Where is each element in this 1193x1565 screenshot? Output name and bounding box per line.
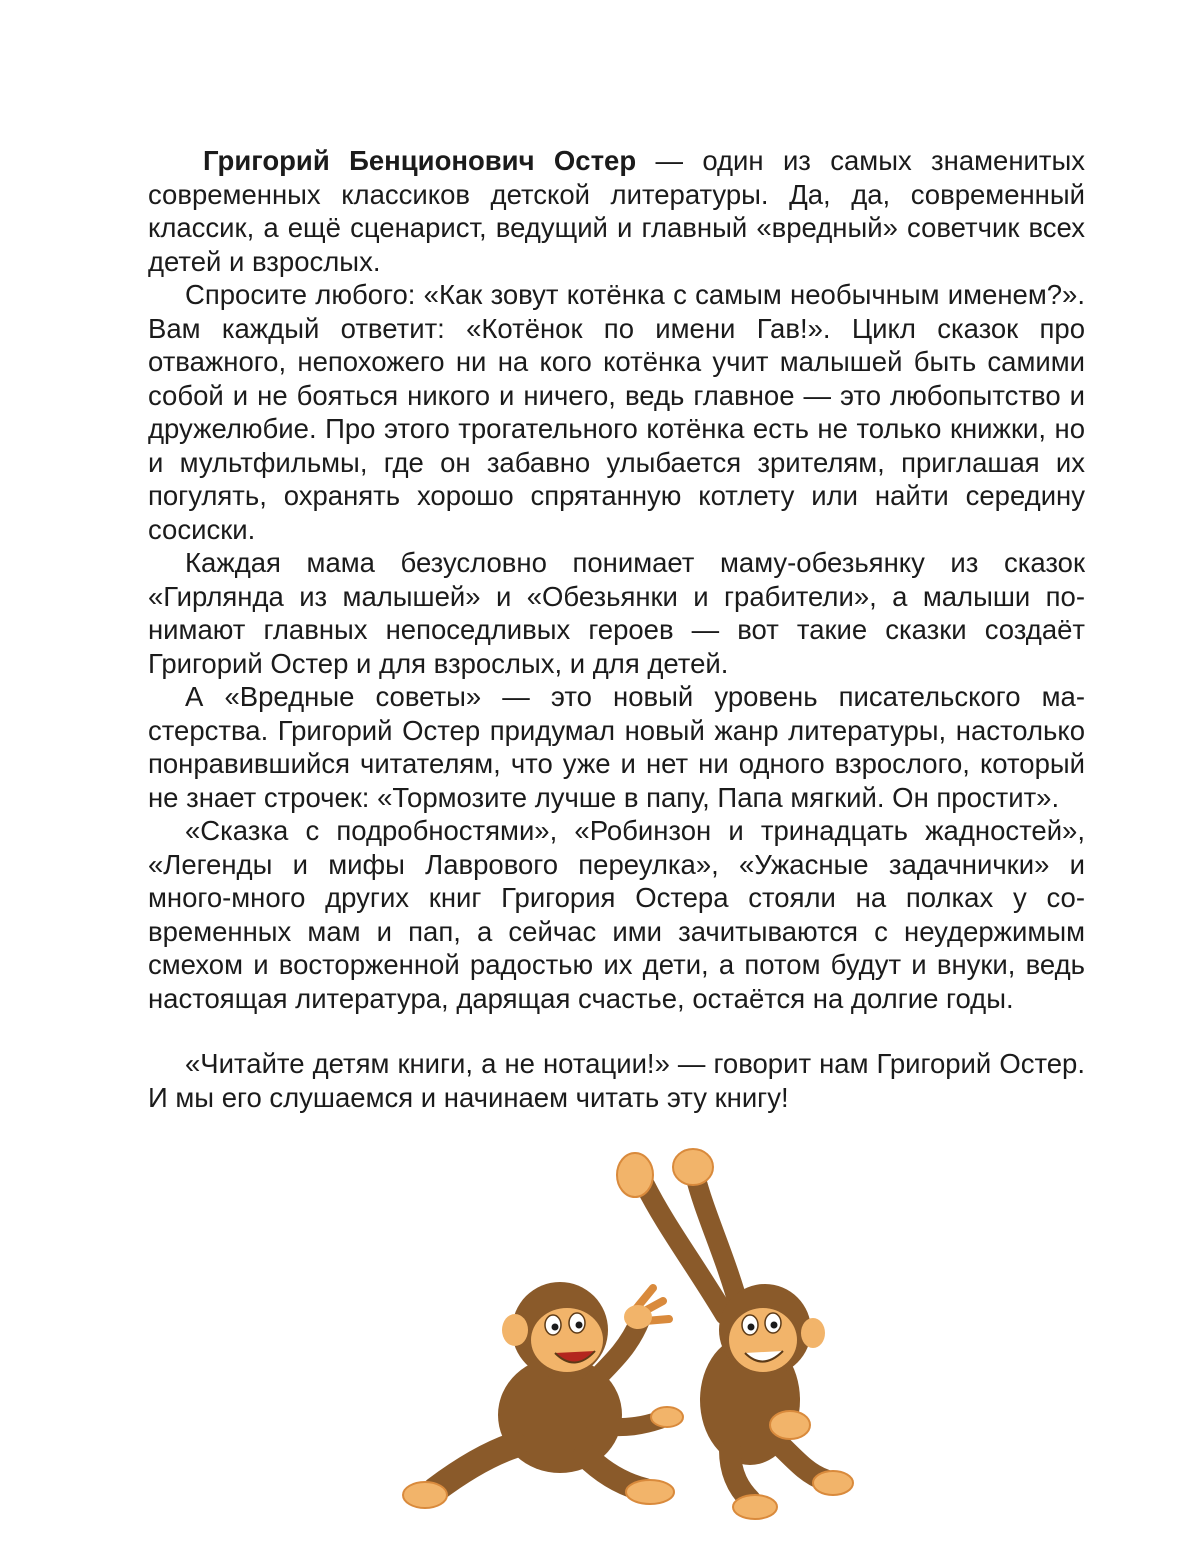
- closing-paragraph: «Читайте детям книги, а не нотации!» — говорит нам Григорий Остер. И мы его слушаемся и начинаем читать эту книгу!: [148, 1048, 1085, 1113]
- intro-text: — один из самых знаменитых современных классиков детской литературы. Да, да, современный классик, а ещё сценарист, ведущий и главный «вредный» советчик всех детей и взрослых.: [148, 145, 1086, 277]
- right-monkey: [617, 1149, 853, 1519]
- biography-text: [148, 144, 1085, 1114]
- intro-paragraph: [148, 144, 1085, 278]
- paragraph-harmful-advice: А «Вредные советы» — это новый уровень писательского мастерства. Григорий Остер придумал новый жанр литературы, настолько понравившийся читателям, что уже и нет ни одного взрослого, который не знает строчек: «Тормозите лучше в папу, Папа мягкий. Он простит».: [148, 681, 1085, 813]
- paragraph-monkeys: Каждая мама безусловно понимает маму-обезьянку из сказок «Гирлянда из малышей» и «Обезьянки и грабители», а малыши понимают главных непоседливых героев — вот такие сказки создаёт Григорий Остер и для взрослых, и для детей.: [148, 547, 1085, 679]
- author-name: Григорий Бенционович Остер: [203, 145, 637, 176]
- left-monkey: [403, 1282, 683, 1508]
- paragraph-kitten: Спросите любого: «Как зовут котёнка с самым необычным именем?». Вам каждый ответит: «Котёнок по имени Гав!». Цикл сказок про отважного, непохожего ни на кого котёнка учит малышей быть самими собой и не бояться никого и ничего, ведь главное — это любопытство и дружелюбие. Про этого трогательного котёнка есть не только книжки, но и мультфильмы, где он забавно улыбается зрителям, приглашая их погулять, охранять хорошо спрятанную котлету или найти середину сосиски.: [148, 279, 1085, 545]
- monkeys-illustration: [395, 1145, 865, 1525]
- paragraph-other-books: «Сказка с подробностями», «Робинзон и тринадцать жадностей», «Легенды и мифы Лаврового переулка», «Ужасные задачнички» и много-много других книг Григория Остера стояли на полках у современных мам и пап, а сейчас ими зачитываются с неудержимым смехом и восторженной радостью их дети, а потом будут и внуки, ведь настоящая литература, дарящая счастье, остаётся на долгие годы.: [148, 815, 1085, 1014]
